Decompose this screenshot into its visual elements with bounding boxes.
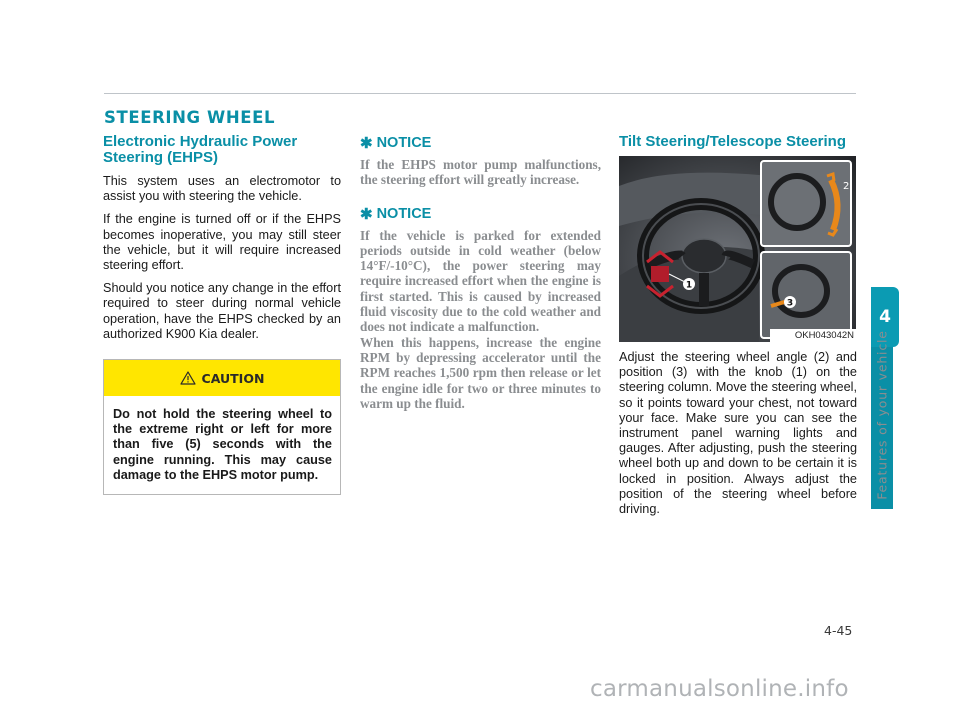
notice-star-icon: ✱ [360,205,373,223]
chapter-label: Features of your vehicle [874,330,890,500]
watermark: carmanualsonline.info [590,676,849,702]
ehps-paragraph-2: If the engine is turned off or if the EHPS becomes inoperative, you may still steer the vehicle, but it will require increased steering effort. [103,212,341,273]
steering-wheel-image [619,156,856,342]
caution-header [104,360,340,396]
callout-3: 3 [786,298,794,309]
section-title: STEERING WHEEL [104,108,276,127]
notice-2-text: If the vehicle is parked for extended periods outside in cold weather (below 14°F/-10°C), the power steering may require increased effort when the engine is first started. This is caused by increased fluid viscosity due to the cold weather and does not indicate a malfunction. [360,227,601,335]
notice-2-header [360,205,601,223]
column-notices [360,134,601,411]
steering-wheel-illustration [619,156,856,342]
caution-label: CAUTION [201,370,265,386]
chapter-tab[interactable]: 4 [871,287,899,347]
column-tilt [619,134,857,517]
notice-1-text: If the EHPS motor pump malfunctions, the steering effort will greatly increase. [360,157,601,188]
callout-1: 1 [685,280,693,291]
figure-code: OKH043042N [770,329,856,342]
ehps-paragraph-1: This system uses an electromotor to assist you with steering the vehicle. [103,174,341,204]
column-ehps [103,134,341,495]
notice-1-header [360,134,601,152]
warning-triangle-icon [180,371,196,385]
notice-1-label: NOTICE [376,135,432,151]
tilt-text: Adjust the steering wheel angle (2) and position (3) with the knob (1) on the steering column. Move the steering wheel, so it points toward your chest, not toward your face. Make sure you can see the instrument panel warning lights and gauges. After adjusting, push the steering wheel both up and down to be certain it is locked in position. Always adjust the position of the steering wheel before driving. [619,350,857,517]
header-rule [104,93,856,94]
page-number: 4-45 [824,623,853,638]
caution-text: Do not hold the steering wheel to the extreme right or left for more than five (5) seconds with the engine running. This may cause damage to the EHPS motor pump. [113,407,332,482]
notice-star-icon: ✱ [360,135,373,152]
callout-2: 2 [843,181,850,192]
tilt-title: Tilt Steering/Telescope Steering [619,133,847,150]
ehps-title: Electronic Hydraulic Power Steering (EHPS) [103,133,298,166]
notice-2-label: NOTICE [376,205,432,222]
notice-2-text-continued: When this happens, increase the engine RPM by depressing accelerator until the RPM reaches 1,500 rpm then release or let the engine idle for two or three minutes to warm up the fluid. [360,334,601,411]
caution-box [103,359,341,495]
ehps-paragraph-3: Should you notice any change in the effort required to steer during normal vehicle operation, have the EHPS checked by an authorized K900 Kia dealer. [103,281,341,341]
